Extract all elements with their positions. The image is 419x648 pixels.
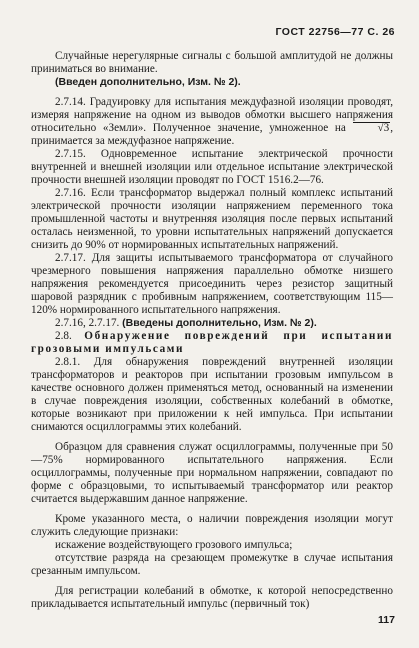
paragraph-2-7-17: 2.7.17. Для защиты испытываемого трансформатора от случайного чрезмерного повышения напряжения параллельно обмотке низшего напряжения рекомендуется присоединить через резистор защитный шаровой разрядник с пробивным напряжением, соответствующим 115—120% нормированного испытательного напряжения. (31, 252, 394, 316)
paragraph-2-7-15: 2.7.15. Одновременное испытание электрической прочности внутренней и внешней изоляции или отдельное испытание электрической прочности внешней изоляции проводят по ГОСТ 1516.2—76. (31, 148, 394, 186)
paragraph-registration: Для регистрации колебаний в обмотке, к которой непосредственно прикладывается испытательный импульс (первичный ток) (31, 585, 393, 610)
section-heading-2-8: 2.8. Обнаружение повреждений при испытании грозовыми импульсами (31, 330, 393, 355)
amendment-note-2: 2.7.16, 2.7.17. (Введены дополнительно, Изм. № 2). (55, 317, 317, 329)
paragraph-reference: Образцом для сравнения служат осциллограммы, полученные при 50—75% нормированного испытательного напряжения. Если осциллограммы, полученные при нормальном напряжении, совпадают по форме с образцовыми, то испытываемый трансформатор или реактор считается выдержавшим данное напряжение. (31, 441, 393, 505)
page-number: 117 (378, 614, 395, 626)
page-header: ГОСТ 22756—77 С. 26 (275, 26, 395, 38)
paragraph-2-7-16: 2.7.16. Если трансформатор выдержал полный комплекс испытаний электрической прочности изоляции напряжением переменного тока промышленной частоты и внутренняя изоляция после первых испытаний осталась неизменной, то уровни испытательных напряжений допускается снизить до 90% от нормированных испытательных напряжений. (31, 187, 394, 251)
paragraph-signs-intro: Кроме указанного места, о наличии повреждения изоляции могут служить следующие признаки: (31, 513, 393, 538)
sqrt-symbol: √3 (353, 122, 391, 134)
paragraph-sign-2: отсутствие разряда на срезающем промежутке в случае испытания срезанным импульсом. (31, 552, 393, 577)
document-body (31, 50, 393, 611)
paragraph-random-signals: Случайные нерегулярные сигналы с большой амплитудой не должны приниматься во внимание. (31, 50, 393, 75)
paragraph-2-7-14: 2.7.14. Градуировку для испытания междуфазной изоляции проводят, измеряя напряжение на одном из выводов обмотки высшего напряжения относительно «Земли». Полученное значение, умноженное на √3, принимается за междуфазное напряжение. (31, 96, 394, 147)
paragraph-2-8-1: 2.8.1. Для обнаружения повреждений внутренней изоляции трансформаторов и реакторов при испытании грозовым импульсом в качестве основного должен применяться метод, основанный на изменении в случае повреждения изоляции, собственных колебаний в обмотке, которые возникают при приложении к ней импульса. При испытании снимаются осциллограммы этих колебаний. (31, 356, 393, 433)
amendment-note: (Введен дополнительно, Изм. № 2). (55, 76, 241, 88)
paragraph-sign-1: искажение воздействующего грозового импульса; (55, 539, 293, 551)
